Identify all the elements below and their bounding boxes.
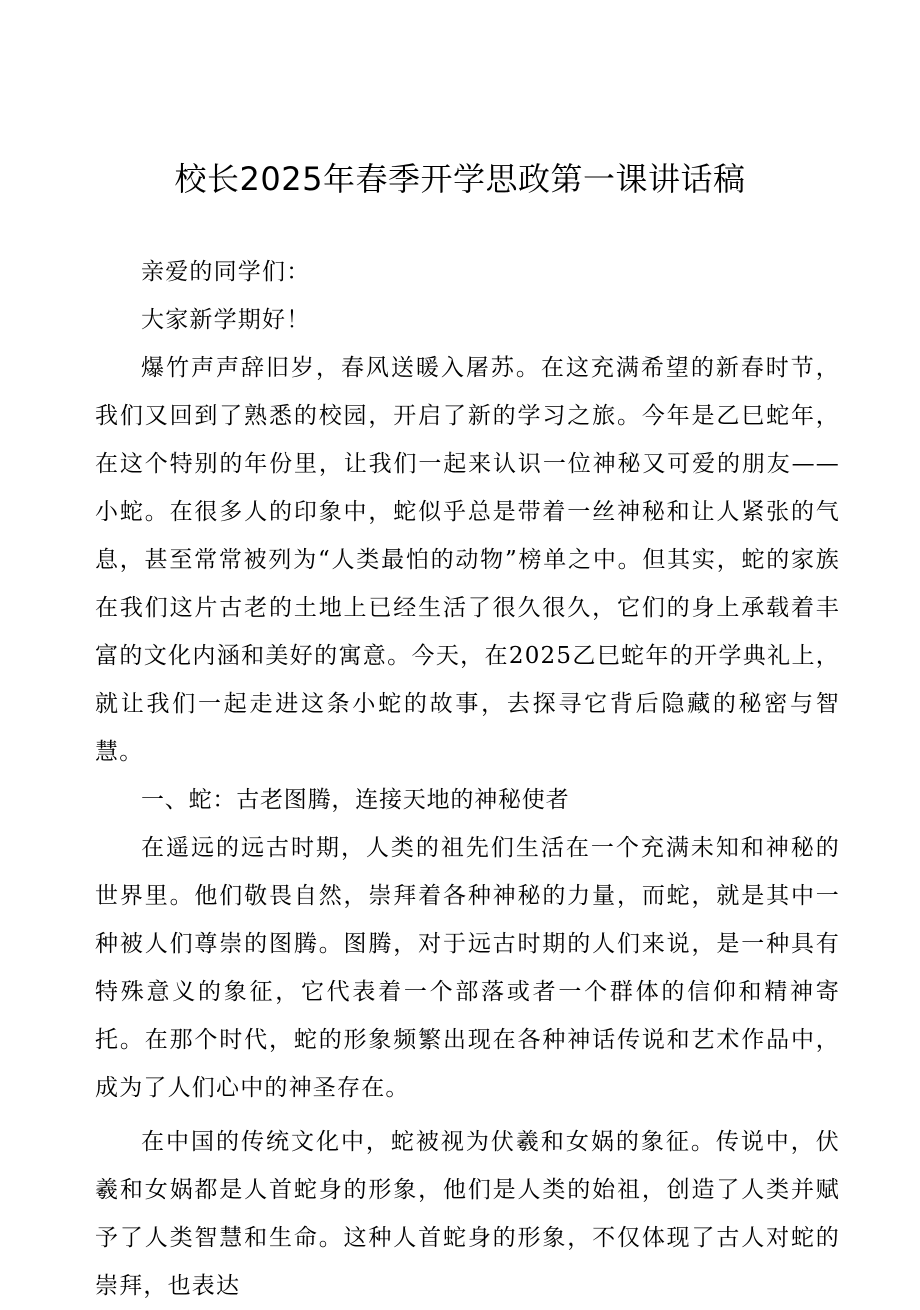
section-paragraph: 在中国的传统文化中，蛇被视为伏羲和女娲的象征。传说中，伏羲和女娲都是人首蛇身的形象，他们是人类的始祖，创造了人类并赋予了人类智慧和生命。这种人首蛇身的形象，不仅体现了古人对蛇的崇拜，也表达 <box>95 1129 840 1299</box>
section-paragraph: 在遥远的远古时期，人类的祖先们生活在一个充满未知和神秘的世界里。他们敬畏自然，崇拜着各种神秘的力量，而蛇，就是其中一种被人们尊崇的图腾。图腾，对于远古时期的人们来说，是一种具有特殊意义的象征，它代表着一个部落或者一个群体的信仰和精神寄托。在那个时代，蛇的形象频繁出现在各种神话传说和艺术作品中，成为了人们心中的神圣存在。 <box>95 835 840 1101</box>
salutation: 大家新学期好！ <box>141 307 311 333</box>
intro-paragraph: 爆竹声声辞旧岁，春风送暖入屠苏。在这充满希望的新春时节，我们又回到了熟悉的校园，开启了新的学习之旅。今年是乙巳蛇年，在这个特别的年份里，让我们一起来认识一位神秘又可爱的朋友——小蛇。在很多人的印象中，蛇似乎总是带着一丝神秘和让人紧张的气息，甚至常常被列为“人类最怕的动物”榜单之中。但其实，蛇的家族在我们这片古老的土地上已经生活了很久很久，它们的身上承载着丰富的文化内涵和美好的寓意。今天，在2025乙巳蛇年的开学典礼上，就让我们一起走进这条小蛇的故事，去探寻它背后隐藏的秘密与智慧。 <box>95 355 840 765</box>
document-body <box>95 248 840 1310</box>
greeting: 亲爱的同学们： <box>141 259 311 285</box>
document-title: 校长2025年春季开学思政第一课讲话稿 <box>174 160 746 198</box>
section-heading: 一、蛇：古老图腾，连接天地的神秘使者 <box>141 787 570 813</box>
